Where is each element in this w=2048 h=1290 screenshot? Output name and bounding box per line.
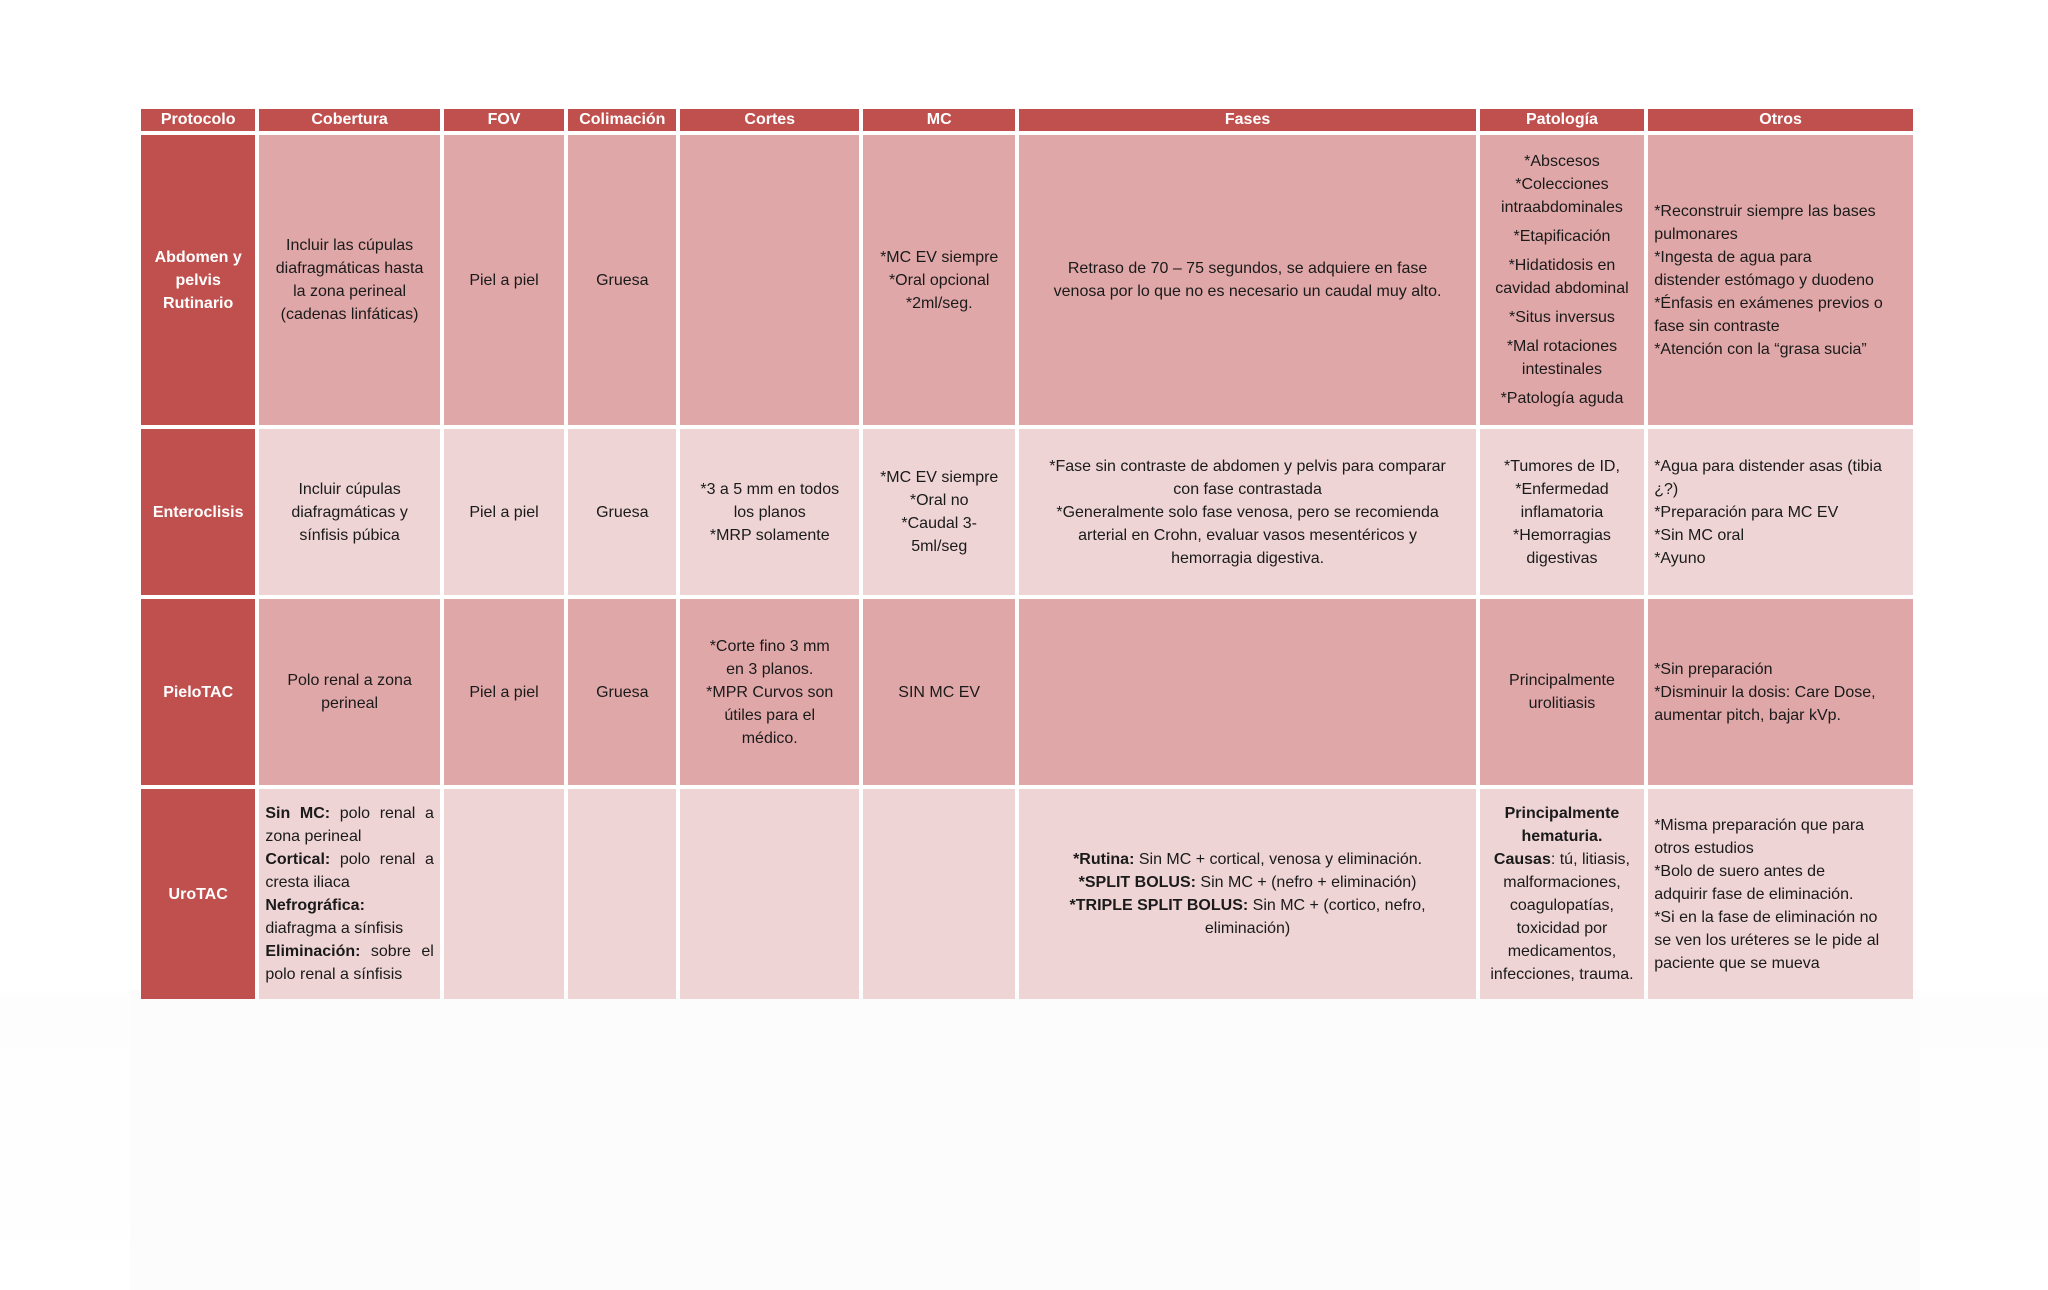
fases-cell (1019, 789, 1475, 999)
text-line: (cadenas linfáticas) (280, 306, 419, 323)
pathology-causes (1486, 848, 1638, 986)
text-line: cavidad abdominal (1495, 280, 1629, 297)
text-line: *Misma preparación que para (1654, 816, 1865, 834)
text-line: *Preparación para MC EV (1654, 503, 1839, 521)
text-line: hemorragia digestiva. (1171, 549, 1325, 567)
phase-text: Sin MC + (nefro + eliminación) (1195, 874, 1417, 891)
text-line: Polo renal a zona (287, 672, 412, 689)
table-row (141, 429, 1913, 595)
patologia-cell (1480, 135, 1644, 425)
header-patologia: Patología (1480, 109, 1644, 131)
otros-cell (1648, 135, 1913, 425)
text-line: *Ayuno (1654, 549, 1706, 567)
text-line: *Disminuir la dosis: Care Dose, (1654, 683, 1876, 701)
text-line: sínfisis púbica (299, 526, 400, 544)
protocol-cell (141, 135, 255, 425)
coverage-text: diafragma a sínfisis (265, 920, 404, 937)
text-line: *2ml/seg. (905, 294, 973, 312)
text-line: *Generalmente solo fase venosa, pero se recomienda (1056, 503, 1439, 521)
coverage-label: Nefrográfica: (265, 897, 365, 914)
fov-cell: Piel a piel (444, 599, 564, 785)
mc-cell (863, 429, 1015, 595)
phase-text: Sin MC + cortical, venosa y eliminación. (1134, 851, 1423, 868)
text-line: 5ml/seg (911, 538, 968, 555)
text-line: con fase contrastada (1173, 480, 1322, 498)
coverage-entry (265, 894, 434, 940)
header-fov: FOV (444, 109, 564, 131)
text-line: Principalmente (1509, 672, 1615, 689)
patologia-cell (1480, 429, 1644, 595)
fases-cell (1019, 429, 1475, 595)
protocol-line: Abdomen y (154, 248, 242, 266)
phase-label: *Rutina: (1073, 851, 1135, 868)
text-line: médico. (741, 729, 798, 747)
header-otros: Otros (1648, 109, 1913, 131)
text-line: *MC EV siempre (880, 248, 999, 266)
mc-cell (863, 789, 1015, 999)
patologia-cell (1480, 599, 1644, 785)
text-line: *MC EV siempre (880, 469, 999, 486)
text-line: *Atención con la “grasa sucia” (1654, 340, 1867, 358)
fov-cell: Piel a piel (444, 429, 564, 595)
mc-cell (863, 135, 1015, 425)
patologia-cell (1480, 789, 1644, 999)
text-line: Incluir cúpulas (298, 480, 401, 498)
text-line: *Tumores de ID, (1504, 457, 1620, 475)
text-line: adquirir fase de eliminación. (1654, 885, 1854, 903)
text-line: *Oral no (909, 492, 969, 509)
protocol-line: Enteroclisis (152, 503, 244, 521)
otros-cell (1648, 599, 1913, 785)
text-line: se ven los uréteres se le pide al (1654, 931, 1880, 949)
text-line: diafragmáticas hasta (275, 260, 424, 277)
text-line: venosa por lo que no es necesario un caudal muy alto. (1053, 283, 1442, 300)
mc-cell (863, 599, 1015, 785)
phase-entry (1025, 894, 1469, 940)
text-line: fase sin contraste (1654, 317, 1780, 335)
coverage-text: polo renal a zona perineal (265, 805, 434, 845)
otros-cell (1648, 429, 1913, 595)
cortes-cell (680, 135, 859, 425)
causes-text: : tú, litiasis, malformaciones, coagulopatías, toxicidad por medicamentos, infecciones, trauma. (1490, 851, 1634, 983)
text-line: intraabdominales (1501, 199, 1623, 216)
protocol-cell (141, 599, 255, 785)
fov-cell: Piel a piel (444, 135, 564, 425)
protocol-line: Rutinario (163, 294, 234, 312)
protocol-line: UroTAC (168, 885, 228, 903)
coverage-text: polo renal a cresta iliaca (265, 851, 434, 891)
header-cortes: Cortes (680, 109, 859, 131)
coverage-entry (265, 848, 434, 894)
colimacion-cell: Gruesa (568, 429, 676, 595)
text-line: *Bolo de suero antes de (1654, 862, 1825, 880)
text-line: perineal (321, 695, 379, 712)
text-line: digestivas (1526, 549, 1598, 567)
cobertura-cell (259, 429, 440, 595)
text-line: *Enfermedad (1515, 480, 1609, 498)
coverage-label: Eliminación: (265, 943, 361, 960)
otros-cell (1648, 789, 1913, 999)
text-line: arterial en Crohn, evaluar vasos mesentéricos y (1078, 526, 1417, 544)
coverage-label: Cortical: (265, 851, 331, 868)
coverage-entry (265, 940, 434, 986)
cortes-cell (680, 599, 859, 785)
cortes-cell (680, 789, 859, 999)
text-line: *Colecciones (1515, 176, 1609, 193)
text-line: *Agua para distender asas (tibia (1654, 457, 1882, 475)
text-line: *Abscesos (1524, 153, 1600, 170)
table-row (141, 599, 1913, 785)
fases-cell (1019, 599, 1475, 785)
coverage-entry (265, 802, 434, 848)
text-line: en 3 planos. (726, 660, 814, 678)
text-line: *Patología aguda (1500, 390, 1624, 407)
colimacion-cell: Gruesa (568, 599, 676, 785)
text-line: *MRP solamente (709, 526, 830, 544)
cobertura-cell (259, 599, 440, 785)
cobertura-cell (259, 789, 440, 999)
fases-cell (1019, 135, 1475, 425)
colimacion-cell (568, 789, 676, 999)
table-row (141, 789, 1913, 999)
causes-label: Causas (1493, 851, 1551, 868)
cobertura-cell (259, 135, 440, 425)
text-line: *Situs inversus (1509, 309, 1615, 326)
text-line: *Sin MC oral (1654, 526, 1744, 544)
colimacion-cell: Gruesa (568, 135, 676, 425)
table-row (141, 135, 1913, 425)
text-line: ¿?) (1654, 480, 1679, 498)
text-line: *Reconstruir siempre las bases (1654, 202, 1876, 220)
protocol-cell (141, 789, 255, 999)
text-line: *Fase sin contraste de abdomen y pelvis para comparar (1049, 457, 1446, 475)
pathology-title: Principalmente hematuria. (1504, 805, 1620, 845)
text-line: pulmonares (1654, 225, 1738, 243)
text-line: *Mal rotaciones (1506, 338, 1618, 355)
coverage-text: sobre el polo renal a sínfisis (265, 943, 434, 983)
text-line: inflamatoria (1520, 503, 1604, 521)
protocol-line: PieloTAC (163, 683, 234, 701)
text-line: otros estudios (1654, 839, 1754, 857)
phase-text: Sin MC + (cortico, nefro, eliminación) (1204, 897, 1426, 937)
fov-cell (444, 789, 564, 999)
text-line: *Caudal 3- (901, 515, 977, 532)
text-line: *Etapificación (1513, 228, 1611, 245)
text-line: la zona perineal (293, 283, 407, 300)
text-line: *Sin preparación (1654, 660, 1773, 678)
text-line: los planos (733, 503, 806, 521)
cortes-cell (680, 429, 859, 595)
header-fases: Fases (1019, 109, 1475, 131)
text-line: distender estómago y duodeno (1654, 271, 1874, 289)
text-line: *Hemorragias (1513, 526, 1611, 544)
text-line: diafragmáticas y (291, 503, 408, 521)
text-line: *3 a 5 mm en todos (700, 480, 840, 498)
phase-label: *SPLIT BOLUS: (1078, 874, 1196, 891)
phase-entry (1025, 848, 1469, 871)
header-mc: MC (863, 109, 1015, 131)
protocol-table (137, 105, 1917, 1003)
header-protocolo: Protocolo (141, 109, 255, 131)
coverage-label: Sin MC: (265, 805, 331, 822)
text-line: *Oral opcional (888, 271, 990, 289)
text-line: *Corte fino 3 mm (709, 637, 830, 655)
header-row (141, 109, 1913, 131)
page-background (130, 990, 1920, 1290)
text-line: intestinales (1521, 361, 1602, 378)
protocol-cell (141, 429, 255, 595)
text-line: *Si en la fase de eliminación no (1654, 908, 1878, 926)
text-line: *Ingesta de agua para (1654, 248, 1812, 266)
text-line: *MPR Curvos son (706, 683, 834, 701)
text-line: aumentar pitch, bajar kVp. (1654, 706, 1841, 724)
text-line: Incluir las cúpulas (286, 237, 414, 254)
text-line: útiles para el (724, 706, 816, 724)
text-line: *Hidatidosis en (1508, 257, 1616, 274)
header-colimacion: Colimación (568, 109, 676, 131)
text-line: SIN MC EV (898, 683, 981, 701)
phase-label: *TRIPLE SPLIT BOLUS: (1069, 897, 1249, 914)
text-line: Retraso de 70 – 75 segundos, se adquiere en fase (1067, 260, 1428, 277)
text-line: paciente que se mueva (1654, 954, 1820, 972)
protocol-line: pelvis (175, 271, 221, 289)
header-cobertura: Cobertura (259, 109, 440, 131)
text-line: urolitiasis (1528, 695, 1596, 712)
text-line: *Énfasis en exámenes previos o (1654, 294, 1883, 312)
phase-entry (1025, 871, 1469, 894)
